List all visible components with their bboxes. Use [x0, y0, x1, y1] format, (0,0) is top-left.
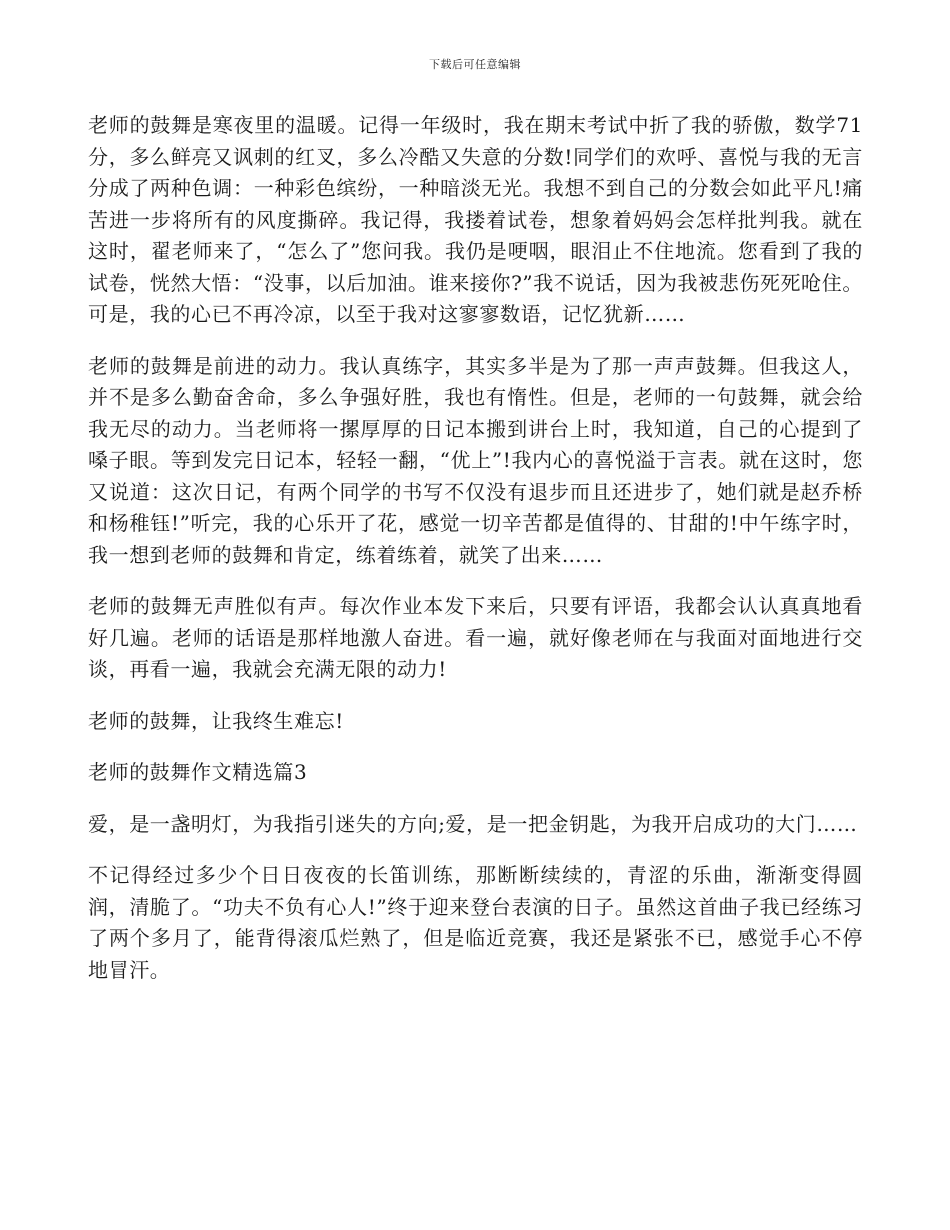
- paragraph: 爱，是一盏明灯，为我指引迷失的方向;爱，是一把金钥匙，为我开启成功的大门……: [88, 811, 858, 836]
- paragraph: 老师的鼓舞是寒夜里的温暖。记得一年级时，我在期末考试中折了我的骄傲，数学71分，多么鲜亮又讽刺的红叉，多么冷酷又失意的分数!同学们的欢呼、喜悦与我的无言分成了两种色调：一种彩色缤纷，一种暗淡无光。我想不到自己的分数会如此平凡!痛苦进一步将所有的风度撕碎。我记得，我搂着试卷，想象着妈妈会怎样批判我。就在这时，翟老师来了，“怎么了”您问我。我仍是哽咽，眼泪止不住地流。您看到了我的试卷，恍然大悟：“没事，以后加油。谁来接你?”我不说话，因为我被悲伤死死呛住。可是，我的心已不再冷凉，以至于我对这寥寥数语，记忆犹新……: [88, 113, 863, 326]
- article-body: [88, 110, 863, 1006]
- paragraph: 老师的鼓舞是前进的动力。我认真练字，其实多半是为了那一声声鼓舞。但我这人，并不是多么勤奋舍命，多么争强好胜，我也有惰性。但是，老师的一句鼓舞，就会给我无尽的动力。当老师将一摞厚厚的日记本搬到讲台上时，我知道，自己的心提到了嗓子眼。等到发完日记本，轻轻一翻，“优上”!我内心的喜悦溢于言表。就在这时，您又说道：这次日记，有两个同学的书写不仅没有退步而且还进步了，她们就是赵乔桥和杨稚钰!”听完，我的心乐开了花，感觉一切辛苦都是值得的、甘甜的!中午练字时，我一想到老师的鼓舞和肯定，练着练着，就笑了出来……: [88, 353, 863, 567]
- paragraph: 老师的鼓舞，让我终生难忘!: [88, 708, 344, 733]
- paragraph: 老师的鼓舞无声胜似有声。每次作业本发下来后，只要有评语，我都会认认真真地看好几遍。老师的话语是那样地激人奋进。看一遍，就好像老师在与我面对面地进行交谈，再看一遍，我就会充满无限的动力!: [88, 594, 863, 681]
- page-header: 下载后可任意编辑: [429, 58, 521, 71]
- section-heading: 老师的鼓舞作文精选篇3: [88, 760, 308, 784]
- paragraph: 不记得经过多少个日日夜夜的长笛训练，那断断续续的，青涩的乐曲，渐渐变得圆润，清脆了。“功夫不负有心人!”终于迎来登台表演的日子。虽然这首曲子我已经练习了两个多月了，能背得滚瓜烂熟了，但是临近竞赛，我还是紧张不已，感觉手心不停地冒汗。: [88, 863, 863, 982]
